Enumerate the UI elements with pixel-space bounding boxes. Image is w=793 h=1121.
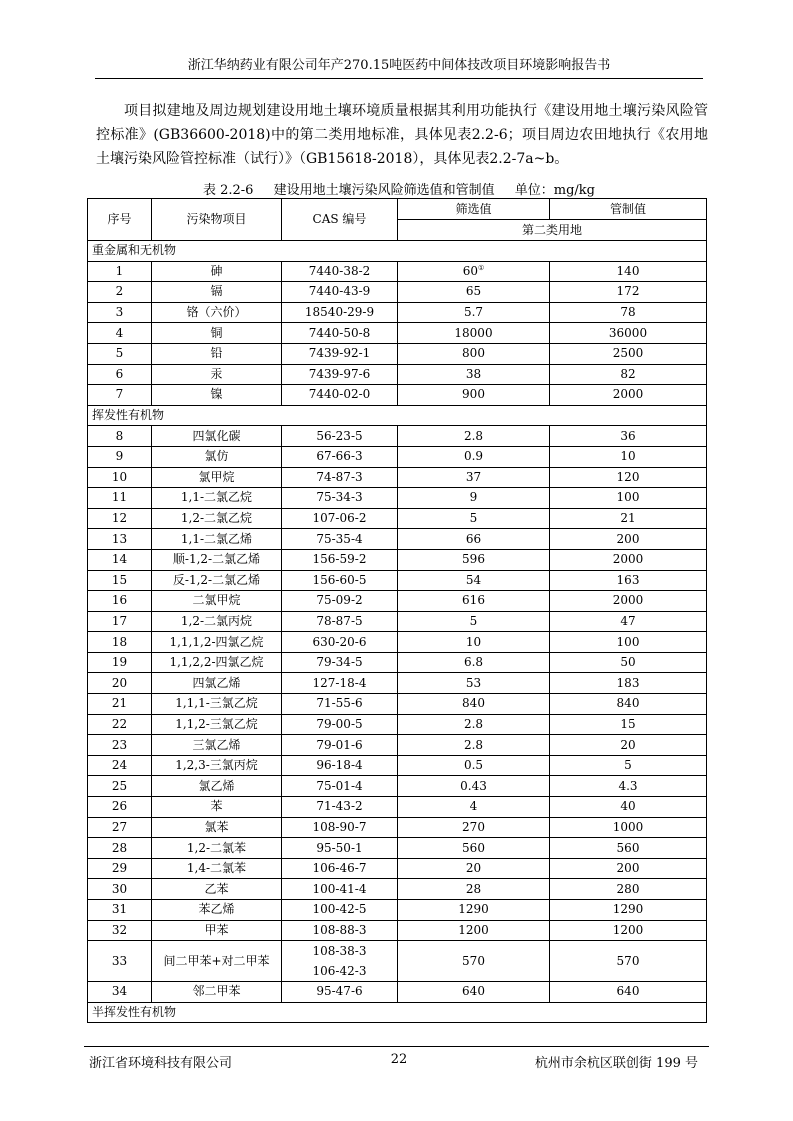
table-title: 建设用地土壤污染风险筛选值和管制值 [273, 183, 495, 198]
cell-pollutant: 氯甲烷 [152, 467, 282, 488]
cell-pollutant: 铜 [152, 323, 282, 344]
cell-cas: 107-06-2 [282, 508, 398, 529]
cell-pollutant: 苯 [152, 797, 282, 818]
cell-pollutant: 1,1,1,2-四氯乙烷 [152, 632, 282, 653]
cell-control: 183 [550, 673, 707, 694]
table-row [88, 302, 707, 323]
cell-control: 47 [550, 611, 707, 632]
cell-screening [398, 282, 550, 303]
group-label: 挥发性有机物 [88, 405, 707, 426]
screening-value: 0.5 [463, 758, 484, 773]
cell-cas: 108-88-3 [282, 920, 398, 941]
cell-control: 163 [550, 570, 707, 591]
screening-value: 2.8 [463, 737, 484, 752]
cell-control: 172 [550, 282, 707, 303]
cell-screening [398, 776, 550, 797]
cell-cas: 75-34-3 [282, 488, 398, 509]
cell-seq: 9 [88, 446, 152, 467]
screening-value: 10 [465, 634, 482, 649]
table-row [88, 488, 707, 509]
cell-screening [398, 900, 550, 921]
cell-screening [398, 508, 550, 529]
cell-cas: 78-87-5 [282, 611, 398, 632]
cas-line: 108-38-3 [312, 944, 367, 959]
cell-screening [398, 385, 550, 406]
cell-control: 200 [550, 529, 707, 550]
cell-screening [398, 920, 550, 941]
table-row [88, 549, 707, 570]
footnote-mark: ① [478, 263, 485, 272]
cell-screening [398, 549, 550, 570]
table-row [88, 652, 707, 673]
cell-pollutant: 1,2-二氯乙烷 [152, 508, 282, 529]
table-row [88, 364, 707, 385]
cell-cas: 7440-02-0 [282, 385, 398, 406]
cell-screening [398, 261, 550, 282]
cell-screening [398, 817, 550, 838]
cell-cas: 75-35-4 [282, 529, 398, 550]
table-row [88, 838, 707, 859]
cell-screening [398, 426, 550, 447]
group-row [88, 1002, 707, 1023]
cell-cas: 7440-43-9 [282, 282, 398, 303]
cell-control: 1290 [550, 900, 707, 921]
cell-control: 140 [550, 261, 707, 282]
header-pollutant: 污染物项目 [152, 199, 282, 241]
cell-screening [398, 570, 550, 591]
screening-value: 60 [462, 263, 478, 278]
cell-cas: 75-09-2 [282, 591, 398, 612]
table-row [88, 529, 707, 550]
cell-screening [398, 982, 550, 1003]
screening-value: 840 [462, 696, 485, 711]
cell-pollutant: 1,1,2,2-四氯乙烷 [152, 652, 282, 673]
cell-screening [398, 694, 550, 715]
table-row [88, 323, 707, 344]
cell-screening [398, 941, 550, 982]
cas-line: 106-42-3 [312, 964, 367, 979]
screening-value: 800 [462, 346, 485, 361]
cell-pollutant: 1,4-二氯苯 [152, 858, 282, 879]
cell-screening [398, 735, 550, 756]
screening-value: 596 [462, 552, 485, 567]
screening-value: 570 [462, 953, 485, 968]
page-header: 浙江华纳药业有限公司年产270.15吨医药中间体技改项目环境影响报告书 [95, 54, 703, 79]
screening-value: 6.8 [463, 655, 484, 670]
footer-company: 浙江省环境科技有限公司 [89, 1056, 233, 1071]
cell-screening [398, 364, 550, 385]
screening-value: 18000 [454, 325, 493, 340]
table-caption [90, 179, 708, 198]
screening-value: 560 [462, 840, 485, 855]
cell-cas: 71-55-6 [282, 694, 398, 715]
cell-screening [398, 591, 550, 612]
table-row [88, 467, 707, 488]
cell-control: 200 [550, 858, 707, 879]
cell-control: 40 [550, 797, 707, 818]
group-row [88, 241, 707, 262]
cell-screening [398, 467, 550, 488]
cell-cas: 71-43-2 [282, 797, 398, 818]
cell-seq: 34 [88, 982, 152, 1003]
table-body [88, 241, 707, 1023]
cell-seq: 27 [88, 817, 152, 838]
cell-pollutant: 乙苯 [152, 879, 282, 900]
cell-seq: 13 [88, 529, 152, 550]
cell-control: 570 [550, 941, 707, 982]
screening-value: 1290 [458, 902, 489, 917]
cell-seq: 31 [88, 900, 152, 921]
table-row [88, 797, 707, 818]
cell-seq: 11 [88, 488, 152, 509]
table-row [88, 426, 707, 447]
table-row [88, 982, 707, 1003]
table-row [88, 508, 707, 529]
cell-control: 2500 [550, 343, 707, 364]
screening-value: 65 [465, 284, 482, 299]
screening-value: 270 [462, 819, 485, 834]
cell-control: 82 [550, 364, 707, 385]
cell-screening [398, 673, 550, 694]
cell-pollutant: 氯苯 [152, 817, 282, 838]
cell-pollutant: 三氯乙烯 [152, 735, 282, 756]
table-row [88, 694, 707, 715]
cell-pollutant: 1,1,2-三氯乙烷 [152, 714, 282, 735]
cell-seq: 30 [88, 879, 152, 900]
table-row [88, 385, 707, 406]
cell-screening [398, 488, 550, 509]
screening-value: 9 [469, 490, 478, 505]
cell-seq: 10 [88, 467, 152, 488]
table-row [88, 920, 707, 941]
cell-screening [398, 838, 550, 859]
cell-seq: 2 [88, 282, 152, 303]
table-row [88, 570, 707, 591]
cell-cas: 75-01-4 [282, 776, 398, 797]
cell-seq: 15 [88, 570, 152, 591]
screening-value: 0.43 [460, 778, 487, 793]
cell-control: 4.3 [550, 776, 707, 797]
cell-cas: 106-46-7 [282, 858, 398, 879]
cell-seq: 32 [88, 920, 152, 941]
cell-seq: 20 [88, 673, 152, 694]
cell-pollutant: 反-1,2-二氯乙烯 [152, 570, 282, 591]
table-row [88, 755, 707, 776]
cell-seq: 28 [88, 838, 152, 859]
cell-screening [398, 797, 550, 818]
table-row [88, 879, 707, 900]
screening-value: 616 [462, 593, 485, 608]
cell-cas: 7439-97-6 [282, 364, 398, 385]
group-label: 重金属和无机物 [88, 241, 707, 262]
cell-seq: 21 [88, 694, 152, 715]
table-row [88, 446, 707, 467]
screening-value: 53 [465, 675, 482, 690]
cell-control: 1000 [550, 817, 707, 838]
group-label: 半挥发性有机物 [88, 1002, 707, 1023]
cell-pollutant: 氯仿 [152, 446, 282, 467]
cell-control: 36 [550, 426, 707, 447]
cell-screening [398, 529, 550, 550]
table-row [88, 611, 707, 632]
screening-value: 38 [465, 366, 482, 381]
cell-control: 15 [550, 714, 707, 735]
cell-control: 100 [550, 632, 707, 653]
cell-screening [398, 302, 550, 323]
cell-pollutant: 镍 [152, 385, 282, 406]
cell-cas: 7440-50-8 [282, 323, 398, 344]
cell-cas: 95-47-6 [282, 982, 398, 1003]
cell-control: 21 [550, 508, 707, 529]
cell-pollutant: 四氯化碳 [152, 426, 282, 447]
cell-control: 10 [550, 446, 707, 467]
cell-control: 50 [550, 652, 707, 673]
cell-pollutant: 镉 [152, 282, 282, 303]
cell-seq: 7 [88, 385, 152, 406]
screening-value: 2.8 [463, 716, 484, 731]
cell-control: 840 [550, 694, 707, 715]
cell-control: 560 [550, 838, 707, 859]
cell-seq: 33 [88, 941, 152, 982]
header-screening: 筛选值 [398, 199, 550, 220]
screening-value: 5 [469, 613, 478, 628]
cell-cas: 630-20-6 [282, 632, 398, 653]
cell-cas: 108-90-7 [282, 817, 398, 838]
screening-value: 2.8 [463, 428, 484, 443]
cell-screening [398, 755, 550, 776]
screening-value: 28 [465, 881, 482, 896]
cell-control: 5 [550, 755, 707, 776]
cell-screening [398, 879, 550, 900]
table-row [88, 735, 707, 756]
screening-value: 66 [465, 531, 482, 546]
cell-pollutant: 1,1-二氯乙烯 [152, 529, 282, 550]
screening-value: 5.7 [463, 305, 484, 320]
screening-value: 1200 [458, 922, 489, 937]
cell-control: 36000 [550, 323, 707, 344]
screening-value: 37 [465, 469, 482, 484]
cell-cas: 67-66-3 [282, 446, 398, 467]
table-row [88, 261, 707, 282]
footer-address: 杭州市余杭区联创街 199 号 [534, 1056, 698, 1071]
table-row [88, 817, 707, 838]
cell-pollutant: 1,1-二氯乙烷 [152, 488, 282, 509]
cell-pollutant: 甲苯 [152, 920, 282, 941]
screening-value: 640 [462, 984, 485, 999]
cell-seq: 18 [88, 632, 152, 653]
table-row [88, 343, 707, 364]
cell-cas: 7440-38-2 [282, 261, 398, 282]
cell-cas: 56-23-5 [282, 426, 398, 447]
cell-pollutant: 砷 [152, 261, 282, 282]
screening-value: 0.9 [463, 449, 484, 464]
cell-screening [398, 858, 550, 879]
cell-screening [398, 632, 550, 653]
cell-pollutant: 1,2-二氯丙烷 [152, 611, 282, 632]
cell-screening [398, 323, 550, 344]
screening-value: 900 [462, 387, 485, 402]
footer-divider [84, 1046, 709, 1047]
cell-cas: 79-34-5 [282, 652, 398, 673]
soil-standard-table [87, 198, 707, 1023]
cell-pollutant: 1,2-二氯苯 [152, 838, 282, 859]
cell-seq: 23 [88, 735, 152, 756]
cell-cas: 96-18-4 [282, 755, 398, 776]
cell-pollutant: 四氯乙烯 [152, 673, 282, 694]
cell-seq: 5 [88, 343, 152, 364]
cell-pollutant: 1,1,1-三氯乙烷 [152, 694, 282, 715]
page-number: 22 [390, 1052, 408, 1067]
screening-value: 20 [465, 861, 482, 876]
cell-control: 640 [550, 982, 707, 1003]
cell-pollutant: 氯乙烯 [152, 776, 282, 797]
cell-cas: 79-00-5 [282, 714, 398, 735]
cell-control: 120 [550, 467, 707, 488]
cell-pollutant: 苯乙烯 [152, 900, 282, 921]
cell-pollutant: 汞 [152, 364, 282, 385]
cell-seq: 3 [88, 302, 152, 323]
cell-seq: 14 [88, 549, 152, 570]
table-number: 表 2.2-6 [202, 183, 254, 198]
cell-control: 2000 [550, 549, 707, 570]
cell-seq: 4 [88, 323, 152, 344]
cell-screening [398, 714, 550, 735]
cell-screening [398, 446, 550, 467]
cell-seq: 17 [88, 611, 152, 632]
cell-seq: 29 [88, 858, 152, 879]
cell-control: 78 [550, 302, 707, 323]
cell-cas: 100-41-4 [282, 879, 398, 900]
header-seq: 序号 [88, 199, 152, 241]
cell-screening [398, 343, 550, 364]
table-row [88, 900, 707, 921]
cell-pollutant: 间二甲苯+对二甲苯 [152, 941, 282, 982]
cell-control: 100 [550, 488, 707, 509]
cell-cas: 156-60-5 [282, 570, 398, 591]
cell-seq: 24 [88, 755, 152, 776]
cell-cas: 156-59-2 [282, 549, 398, 570]
header-control: 管制值 [550, 199, 707, 220]
table-row [88, 776, 707, 797]
header-cas: CAS 编号 [282, 199, 398, 241]
cell-seq: 26 [88, 797, 152, 818]
table-row [88, 282, 707, 303]
table-unit: 单位：mg/kg [514, 183, 595, 198]
cell-seq: 16 [88, 591, 152, 612]
cell-cas [282, 941, 398, 982]
screening-value: 4 [469, 799, 478, 814]
cell-seq: 12 [88, 508, 152, 529]
table-row [88, 858, 707, 879]
cell-seq: 8 [88, 426, 152, 447]
cell-control: 20 [550, 735, 707, 756]
cell-screening [398, 611, 550, 632]
cell-cas: 74-87-3 [282, 467, 398, 488]
cell-control: 280 [550, 879, 707, 900]
cell-cas: 100-42-5 [282, 900, 398, 921]
intro-paragraph: 项目拟建地及周边规划建设用地土壤环境质量根据其利用功能执行《建设用地土壤污染风险管控标准》(GB36600-2018)中的第二类用地标准，具体见表2.2-6；项目周边农田地执行《农用地土壤污染风险管控标准（试行）》（GB15618-2018），具体见表2.2-7a~b。 [96, 103, 708, 167]
cell-pollutant: 1,2,3-三氯丙烷 [152, 755, 282, 776]
cell-pollutant: 顺-1,2-二氯乙烯 [152, 549, 282, 570]
group-row [88, 405, 707, 426]
cell-seq: 22 [88, 714, 152, 735]
cell-seq: 1 [88, 261, 152, 282]
header-land-type: 第二类用地 [398, 220, 707, 241]
table-row [88, 714, 707, 735]
cell-pollutant: 邻二甲苯 [152, 982, 282, 1003]
cell-cas: 95-50-1 [282, 838, 398, 859]
screening-value: 54 [465, 572, 482, 587]
cell-cas: 7439-92-1 [282, 343, 398, 364]
cell-pollutant: 铬（六价） [152, 302, 282, 323]
table-row [88, 941, 707, 982]
cell-screening [398, 652, 550, 673]
cell-control: 2000 [550, 591, 707, 612]
table-row [88, 591, 707, 612]
table-row [88, 632, 707, 653]
cell-control: 2000 [550, 385, 707, 406]
cell-seq: 19 [88, 652, 152, 673]
cell-seq: 6 [88, 364, 152, 385]
table-row [88, 673, 707, 694]
cell-cas: 79-01-6 [282, 735, 398, 756]
cell-control: 1200 [550, 920, 707, 941]
cell-pollutant: 二氯甲烷 [152, 591, 282, 612]
screening-value: 5 [469, 511, 478, 526]
cell-cas: 18540-29-9 [282, 302, 398, 323]
cell-cas: 127-18-4 [282, 673, 398, 694]
cell-pollutant: 铅 [152, 343, 282, 364]
cell-seq: 25 [88, 776, 152, 797]
